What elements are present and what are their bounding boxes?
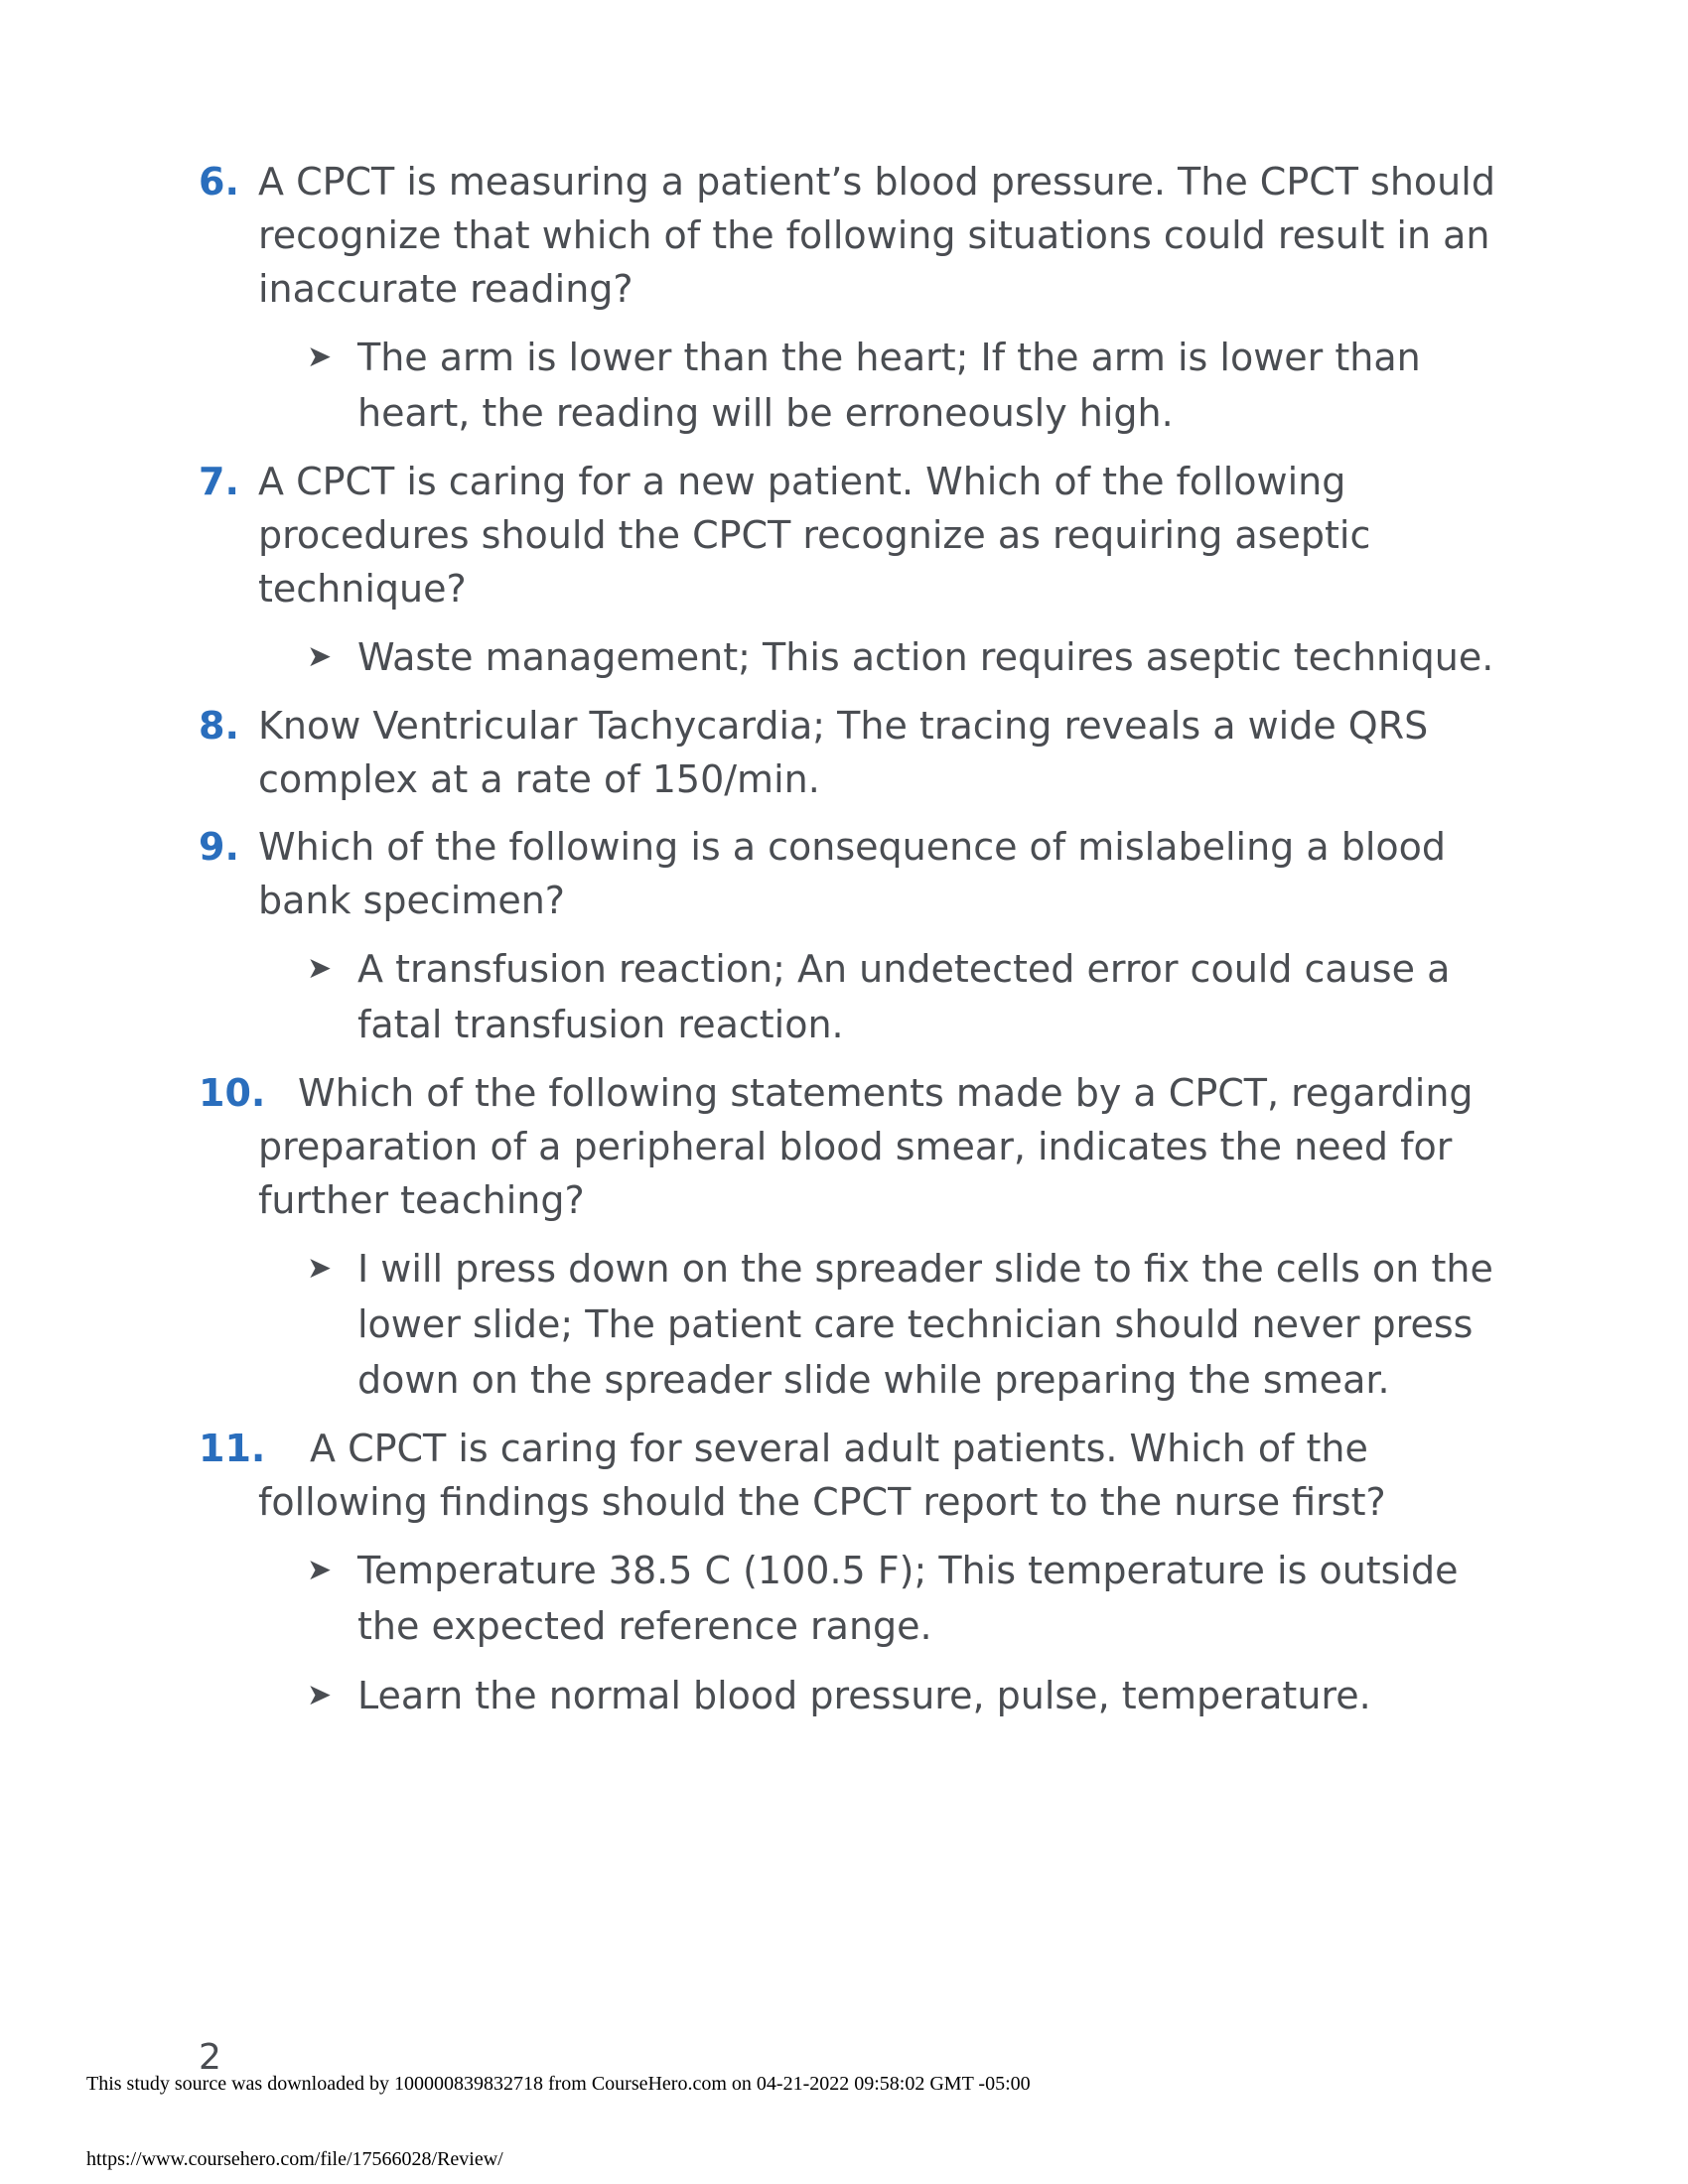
question-item-10 <box>199 1066 1509 1227</box>
question-text: A CPCT is caring for several adult patients. Which of the following findings should the CPCT report to the nurse first? <box>258 1427 1386 1524</box>
question-item-7 <box>199 455 1509 615</box>
source-url[interactable]: https://www.coursehero.com/file/17566028/Review/ <box>86 2148 503 2170</box>
question-number: 10. <box>199 1071 266 1115</box>
question-number: 11. <box>199 1427 266 1470</box>
question-number: 9. <box>199 825 239 869</box>
answer-text: I will press down on the spreader slide to fix the cells on the lower slide; The patient care technician should never press down on the spreader slide while preparing the smear. <box>357 1247 1493 1402</box>
answer-item <box>199 1668 1509 1723</box>
answer-item <box>199 330 1509 441</box>
question-number: 6. <box>199 160 239 204</box>
arrow-bullet-icon: ➤ <box>307 951 333 986</box>
question-item-9 <box>199 820 1509 927</box>
question-text: A CPCT is measuring a patient’s blood pressure. The CPCT should recognize that which of the following situations could result in an inaccurate reading? <box>258 160 1495 311</box>
question-number: 8. <box>199 704 239 748</box>
arrow-bullet-icon: ➤ <box>307 639 333 674</box>
question-text: Know Ventricular Tachycardia; The tracing reveals a wide QRS complex at a rate of 150/min. <box>258 704 1429 801</box>
arrow-bullet-icon: ➤ <box>307 340 333 374</box>
answer-text: Temperature 38.5 C (100.5 F); This temperature is outside the expected reference range. <box>357 1549 1459 1648</box>
arrow-bullet-icon: ➤ <box>307 1251 333 1286</box>
question-text: Which of the following is a consequence of mislabeling a blood bank specimen? <box>258 825 1447 922</box>
arrow-bullet-icon: ➤ <box>307 1678 333 1712</box>
page-number: 2 <box>199 2037 221 2078</box>
answer-text: Learn the normal blood pressure, pulse, temperature. <box>357 1674 1371 1717</box>
answer-item <box>199 1241 1509 1408</box>
answer-text: Waste management; This action requires aseptic technique. <box>357 635 1494 679</box>
question-item-11 <box>199 1422 1509 1529</box>
answer-item <box>199 629 1509 685</box>
answer-item <box>199 1543 1509 1654</box>
answer-text: A transfusion reaction; An undetected error could cause a fatal transfusion reaction. <box>357 947 1451 1046</box>
question-text: A CPCT is caring for a new patient. Which of the following procedures should the CPCT recognize as requiring aseptic technique? <box>258 460 1371 611</box>
answer-item <box>199 941 1509 1052</box>
question-text: Which of the following statements made by a CPCT, regarding preparation of a peripheral blood smear, indicates the need for further teaching? <box>258 1071 1474 1222</box>
arrow-bullet-icon: ➤ <box>307 1553 333 1587</box>
question-item-6 <box>199 155 1509 316</box>
download-note: This study source was downloaded by 100000839832718 from CourseHero.com on 04-21-2022 09:58:02 GMT -05:00 <box>86 2073 1031 2095</box>
question-item-8 <box>199 699 1509 806</box>
answer-text: The arm is lower than the heart; If the arm is lower than heart, the reading will be erroneously high. <box>357 336 1421 435</box>
question-list <box>199 155 1509 1737</box>
question-number: 7. <box>199 460 239 503</box>
